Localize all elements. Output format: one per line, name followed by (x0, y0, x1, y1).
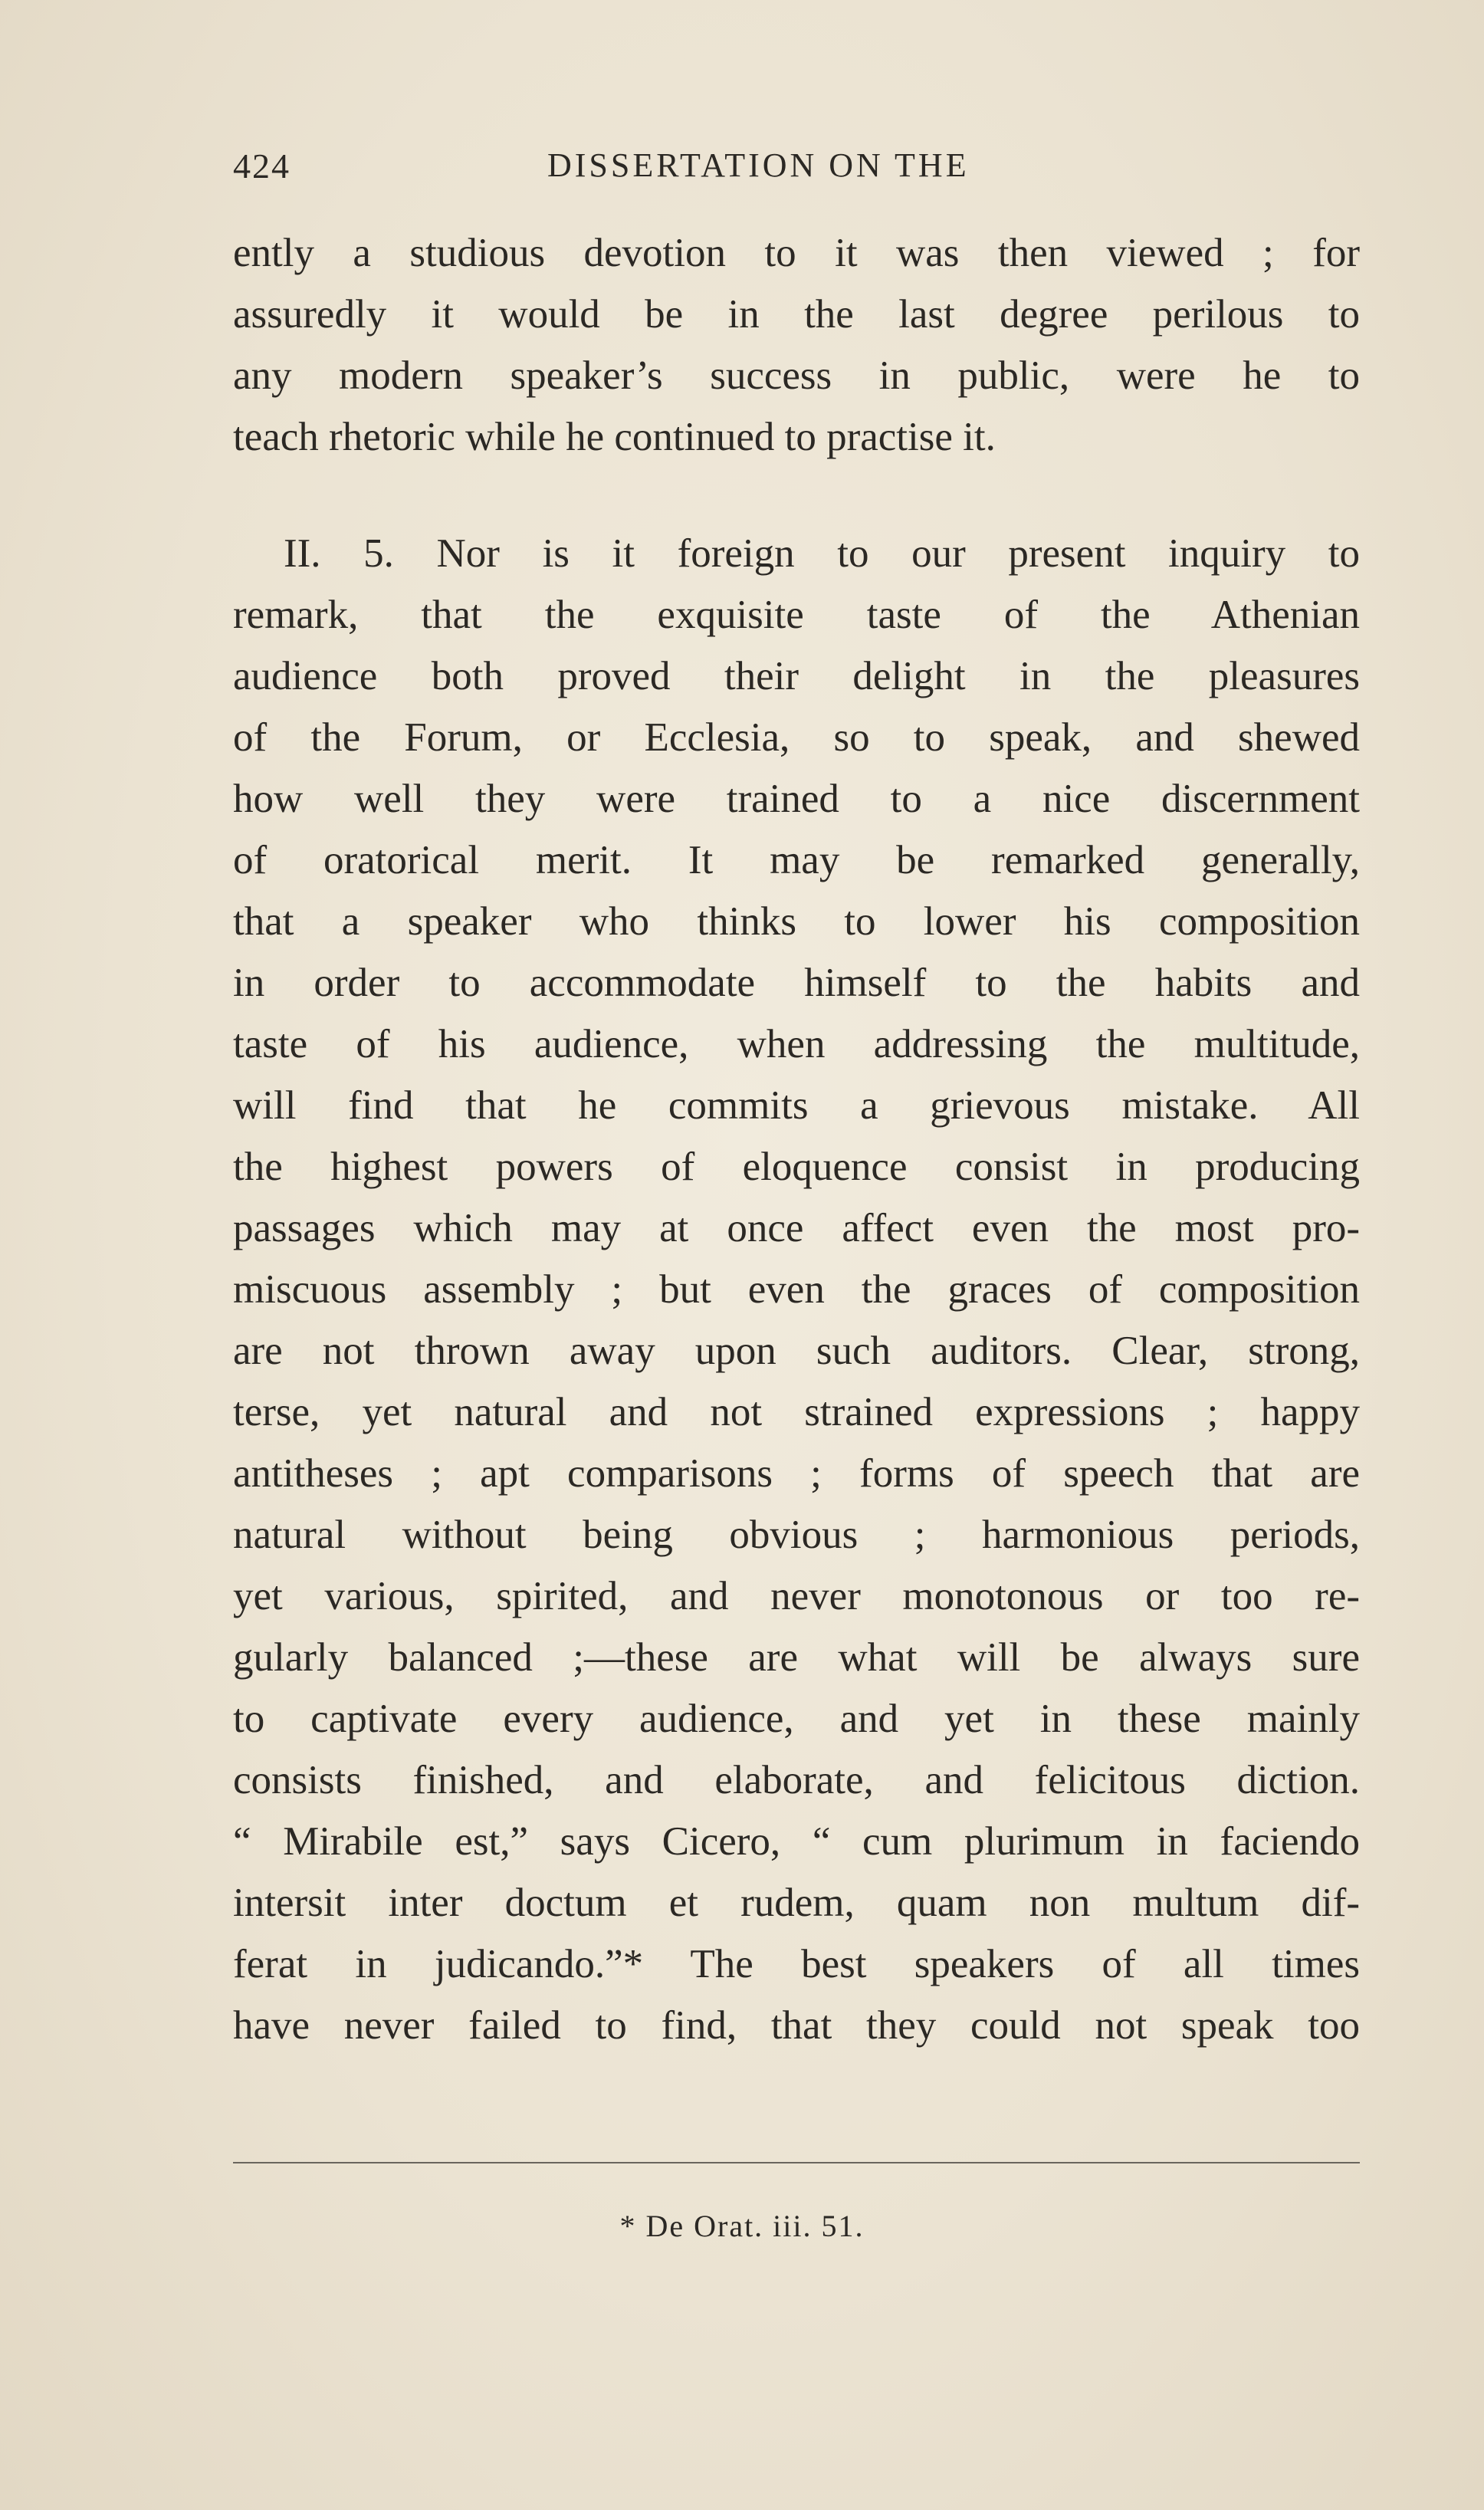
text-line: gularly balanced ;—these are what will be always sure (233, 1635, 1360, 1680)
text-line: ferat in judicando.”* The best speakers of all times (233, 1942, 1360, 1986)
text-line: any modern speaker’s success in public, were he to (233, 353, 1360, 398)
footnote: * De Orat. iii. 51. (619, 2209, 865, 2243)
text-line: ently a studious devotion to it was then viewed ; for (233, 231, 1360, 275)
page-header (233, 146, 1360, 199)
text-line: are not thrown away upon such auditors. Clear, strong, (233, 1329, 1360, 1373)
text-line: will find that he commits a grievous mistake. All (233, 1083, 1360, 1128)
text-line: assuredly it would be in the last degree perilous to (233, 292, 1360, 337)
text-line: audience both proved their delight in the pleasures (233, 654, 1360, 698)
text-line: “ Mirabile est,” says Cicero, “ cum plurimum in faciendo (233, 1819, 1360, 1864)
paragraph-1 (233, 222, 1360, 468)
text-line: taste of his audience, when addressing the multitude, (233, 1022, 1360, 1066)
text-line: teach rhetoric while he continued to practise it. (233, 415, 996, 459)
text-line: to captivate every audience, and yet in these mainly (233, 1697, 1360, 1741)
text-line: yet various, spirited, and never monotonous or too re- (233, 1574, 1360, 1618)
text-line: miscuous assembly ; but even the graces of composition (233, 1267, 1360, 1312)
text-line: in order to accommodate himself to the habits and (233, 961, 1360, 1005)
text-line: intersit inter doctum et rudem, quam non multum dif- (233, 1881, 1360, 1925)
running-head: DISSERTATION ON THE (547, 146, 970, 184)
text-line: II. 5. Nor is it foreign to our present inquiry to (284, 531, 1360, 576)
text-line: of the Forum, or Ecclesia, so to speak, and shewed (233, 715, 1360, 760)
paragraph-2 (233, 523, 1360, 2056)
text-line: how well they were trained to a nice discernment (233, 777, 1360, 821)
text-line: remark, that the exquisite taste of the Athenian (233, 593, 1360, 637)
text-line: that a speaker who thinks to lower his composition (233, 899, 1360, 944)
text-line: consists finished, and elaborate, and felicitous diction. (233, 1758, 1360, 1802)
paragraph-gap (233, 468, 1360, 523)
text-line: passages which may at once affect even the most pro- (233, 1206, 1360, 1250)
text-line: the highest powers of eloquence consist in producing (233, 1145, 1360, 1189)
text-line: terse, yet natural and not strained expressions ; happy (233, 1390, 1360, 1434)
body-text (233, 222, 1360, 2056)
page-number: 424 (233, 146, 291, 186)
text-line: antitheses ; apt comparisons ; forms of speech that are (233, 1451, 1360, 1496)
text-line: of oratorical merit. It may be remarked generally, (233, 838, 1360, 882)
text-line: have never failed to find, that they could not speak too (233, 2003, 1360, 2048)
footnote-rule (233, 2162, 1360, 2163)
text-line: natural without being obvious ; harmonious periods, (233, 1513, 1360, 1557)
